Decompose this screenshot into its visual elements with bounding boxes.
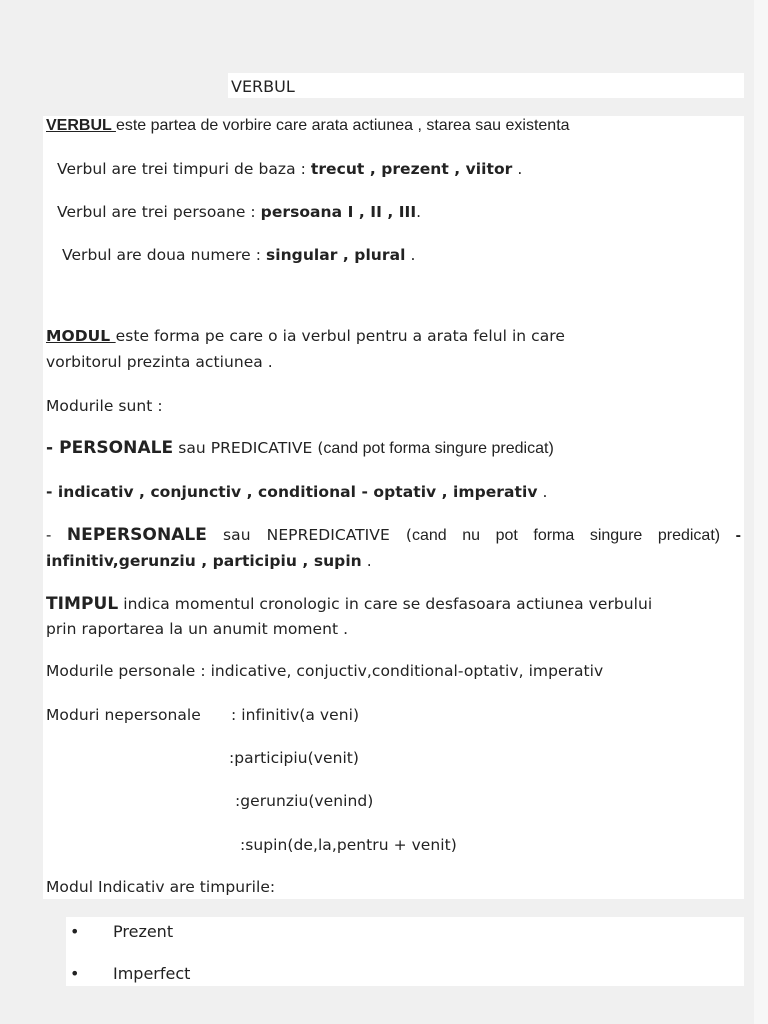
- numere-values: singular , plural: [265, 246, 406, 264]
- paragraph-modul-line1: [46, 327, 565, 345]
- list-bullet: •: [70, 922, 80, 941]
- nepersonale-list-end: .: [361, 552, 372, 570]
- list-bullet: •: [70, 964, 80, 983]
- paragraph-timpul-line2: prin raportarea la un anumit moment .: [46, 620, 349, 638]
- paragraph-timpuri: [57, 160, 522, 178]
- paragraph-modurile-personale: Modurile personale : indicative, conjuctiv,conditional-optativ, imperativ: [46, 662, 604, 680]
- term-modul: MODUL: [46, 327, 116, 345]
- nepersonale-mid: sau NEPREDICATIVE (: [206, 526, 412, 544]
- persoane-label: Verbul are trei persoane :: [57, 203, 261, 221]
- paragraph-modul-indicativ: Modul Indicativ are timpurile:: [46, 878, 276, 896]
- personale-list-items: - indicativ , conjunctiv , conditional - optativ , imperativ: [46, 483, 538, 501]
- main-text-box: [43, 116, 744, 899]
- term-nepersonale: NEPERSONALE: [66, 525, 207, 545]
- moduri-nepersonale-item-infinitiv: : infinitiv(a veni): [231, 706, 360, 724]
- modurile-sunt: Modurile sunt :: [46, 397, 163, 415]
- paragraph-verbul-definition: [46, 117, 570, 135]
- term-personale: - PERSONALE: [46, 438, 174, 458]
- term-timpul: TIMPUL: [46, 594, 119, 614]
- paragraph-persoane: [57, 203, 421, 221]
- moduri-nepersonale-item-gerunziu: :gerunziu(venind): [235, 792, 374, 810]
- personale-list-end: .: [537, 483, 548, 501]
- nepersonale-trailing-dash: -: [720, 527, 741, 544]
- modul-definition-1: este forma pe care o ia verbul pentru a arata felul in care: [115, 327, 565, 345]
- timpul-definition-1: indica momentul cronologic in care se desfasoara actiunea verbului: [118, 595, 653, 613]
- numere-label: Verbul are doua numere :: [62, 246, 266, 264]
- nepersonale-explanation: cand nu pot forma singure predicat): [411, 527, 721, 544]
- paragraph-personale: [46, 438, 554, 458]
- timpuri-values: trecut , prezent , viitor: [310, 160, 513, 178]
- term-verbul: VERBUL: [46, 117, 116, 134]
- nepersonale-list-items: infinitiv,gerunziu , participiu , supin: [46, 552, 362, 570]
- nepersonale-dash: -: [46, 527, 67, 544]
- numere-end: .: [405, 246, 416, 264]
- document-title: VERBUL: [231, 77, 295, 96]
- paragraph-nepersonale-line2: [46, 552, 372, 570]
- personale-explanation: cand pot forma singure predicat): [323, 440, 554, 457]
- list-item-prezent: Prezent: [113, 922, 174, 941]
- page-edge: [754, 0, 768, 1024]
- paragraph-numere: [62, 246, 415, 264]
- timpuri-end: .: [512, 160, 523, 178]
- definition-text: este partea de vorbire care arata actiunea , starea sau existenta: [115, 117, 570, 134]
- moduri-nepersonale-item-participiu: :participiu(venit): [229, 749, 360, 767]
- persoane-values: persoana I , II , III: [260, 203, 417, 221]
- paragraph-nepersonale-line1: [46, 525, 741, 545]
- paragraph-timpul-line1: [46, 594, 652, 614]
- list-item-imperfect: Imperfect: [113, 964, 191, 983]
- timpuri-label: Verbul are trei timpuri de baza :: [57, 160, 311, 178]
- moduri-nepersonale-item-supin: :supin(de,la,pentru + venit): [240, 836, 457, 854]
- paragraph-personale-list: [46, 483, 547, 501]
- paragraph-modul-line2: vorbitorul prezinta actiunea .: [46, 353, 273, 371]
- personale-mid: sau PREDICATIVE (: [173, 439, 324, 457]
- title-box: [228, 73, 744, 98]
- persoane-end: .: [416, 203, 422, 221]
- moduri-nepersonale-label: Moduri nepersonale: [46, 706, 201, 724]
